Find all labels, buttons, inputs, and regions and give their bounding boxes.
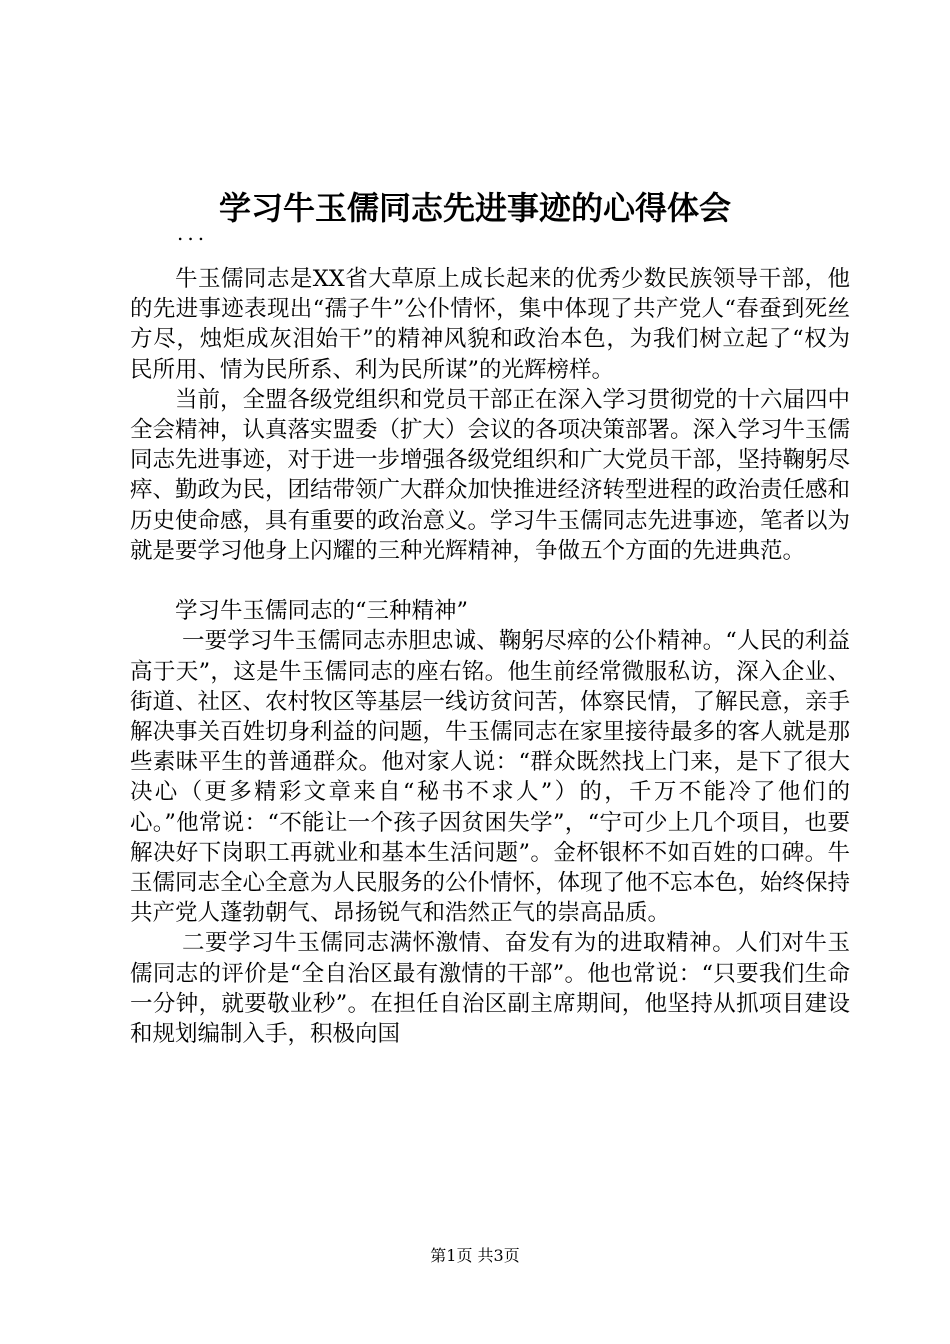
- page-footer: 第1页 共3页: [430, 1246, 520, 1265]
- document-title: 学习牛玉儒同志先进事迹的心得体会: [218, 189, 731, 227]
- document-body: [130, 264, 850, 1049]
- paragraph-spirit-two: 二要学习牛玉儒同志满怀激情、奋发有为的进取精神。人们对牛玉儒同志的评价是“全自治区最有激情的干部”。他也常说：“只要我们生命一分钟，就要敬业秒”。在担任自治区副主席期间，他坚持从抓项目建设和规划编制入手，积极向国: [130, 930, 850, 1048]
- paragraph-spirit-one: 一要学习牛玉儒同志赤胆忠诚、鞠躬尽瘁的公仆精神。“人民的利益高于天”，这是牛玉儒同志的座右铭。他生前经常微服私访，深入企业、街道、社区、农村牧区等基层一线访贫问苦，体察民情，了解民意，亲手解决事关百姓切身利益的问题，牛玉儒同志在家里接待最多的客人就是那些素昧平生的普通群众。他对家人说：“群众既然找上门来，是下了很大决心（更多精彩文章来自“秘书不求人”）的，千万不能冷了他们的心。”他常说：“不能让一个孩子因贫困失学”，“宁可少上几个项目，也要解决好下岗职工再就业和基本生活问题”。金杯银杯不如百姓的口碑。牛玉儒同志全心全意为人民服务的公仆情怀，体现了他不忘本色，始终保持共产党人蓬勃朝气、昂扬锐气和浩然正气的崇高品质。: [130, 628, 851, 927]
- section-heading: 学习牛玉儒同志的“三种精神”: [175, 598, 469, 625]
- paragraph-intro: 牛玉儒同志是XX省大草原上成长起来的优秀少数民族领导干部，他的先进事迹表现出“孺子牛”公仆情怀，集中体现了共产党人“春蚕到死丝方尽，烛炬成灰泪始干”的精神风貌和政治本色，为我们树立起了“权为民所用、情为民所系、利为民所谋”的光辉榜样。: [130, 266, 850, 383]
- paragraph-context: 当前，全盟各级党组织和党员干部正在深入学习贯彻党的十六届四中全会精神，认真落实盟委（扩大）会议的各项决策部署。深入学习牛玉儒同志先进事迹，对于进一步增强各级党组织和广大党员干部，坚持鞠躬尽瘁、勤政为民，团结带领广大群众加快推进经济转型进程的政治责任感和历史使命感，具有重要的政治意义。学习牛玉儒同志先进事迹，笔者以为就是要学习他身上闪耀的三种光辉精神，争做五个方面的先进典范。: [130, 386, 851, 564]
- ellipsis-marker: ...: [177, 221, 209, 245]
